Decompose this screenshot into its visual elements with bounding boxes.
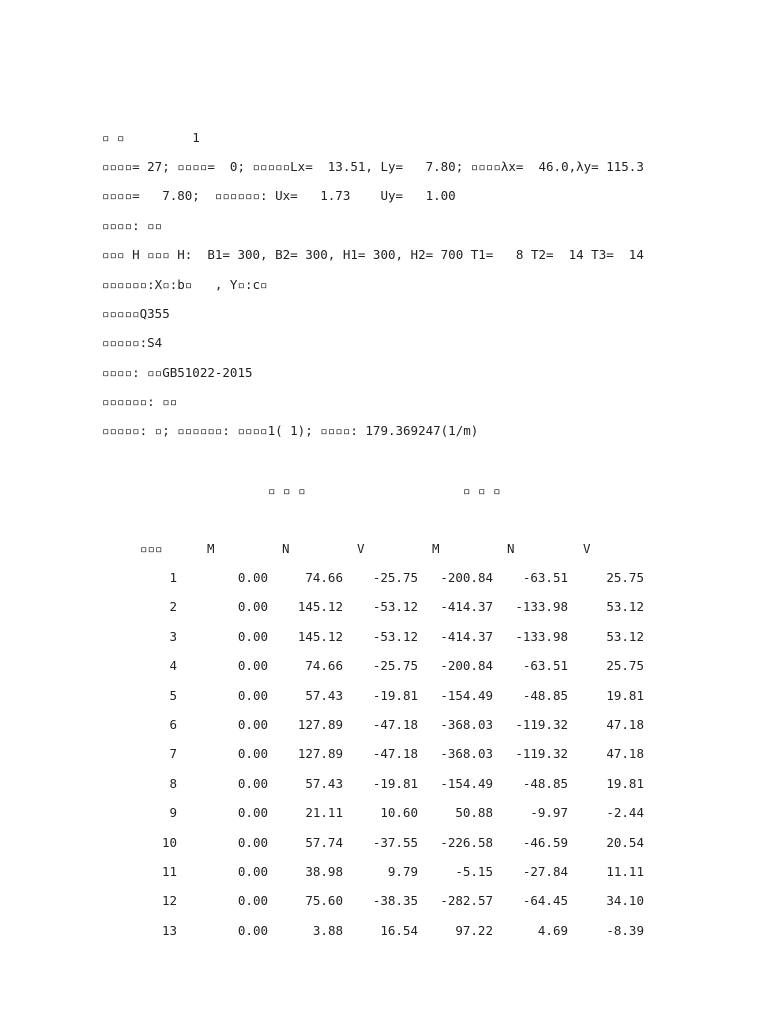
buckling-class-line: ▫▫▫▫▫▫:X▫:b▫ , Y▫:c▫	[102, 277, 268, 292]
cell-n-left-value: 57.43	[305, 775, 343, 791]
member-geometry-line: ▫▫▫▫= 27; ▫▫▫▫= 0; ▫▫▫▫▫Lx= 13.51, Ly= 7.80; ▫▫▫▫λx= 46.0,λy= 115.3	[102, 159, 644, 174]
cell-row-index: 11	[161, 864, 177, 879]
cell-m-right-value: -200.84	[440, 658, 493, 674]
cell-v-right-value: -8.39	[606, 922, 644, 938]
cell-row-index: 9	[169, 805, 177, 821]
cell-m-left-value: 0.00	[237, 922, 268, 938]
cell-v-left-value: -47.18	[372, 717, 418, 732]
cell-row-index: 8	[169, 775, 177, 791]
cell-v-right-value: 47.18	[606, 717, 644, 732]
load-combination-line: ▫▫▫▫▫: ▫; ▫▫▫▫▫▫: ▫▫▫▫1( 1); ▫▫▫▫: 179.369247(1/m)	[102, 423, 479, 438]
group-header-left: ▫ ▫ ▫	[268, 483, 306, 498]
cell-v-right-value: -2.44	[606, 805, 644, 821]
cell-m-left-value: 0.00	[237, 658, 268, 674]
section-class-line: ▫▫▫▫▫:S4	[102, 335, 163, 350]
cell-v-left-value: -25.75	[372, 658, 418, 674]
cell-n-left-value: 127.89	[297, 717, 343, 732]
cell-n-left-value: 38.98	[305, 864, 343, 879]
design-code-line: ▫▫▫▫: ▫▫GB51022-2015	[102, 365, 253, 380]
cell-row-index: 13	[161, 922, 177, 938]
cell-m-left-value: 0.00	[237, 746, 268, 762]
cell-row-index: 4	[169, 658, 177, 674]
cell-n-left-value: 3.88	[312, 922, 343, 938]
cell-m-left-value: 0.00	[237, 570, 268, 585]
cell-m-left-value: 0.00	[237, 834, 268, 850]
cell-v-left-value: -47.18	[372, 746, 418, 762]
cell-n-left-value: 57.43	[305, 687, 343, 703]
cell-v-left-value: 9.79	[387, 864, 418, 879]
column-header-n-right: N	[507, 541, 515, 556]
column-header-n-left: N	[282, 541, 290, 556]
cell-m-left-value: 0.00	[237, 599, 268, 615]
cell-row-index: 6	[169, 717, 177, 732]
cell-m-right-value: -154.49	[440, 687, 493, 703]
cell-n-right-value: -64.45	[522, 893, 568, 909]
column-header-m-left: M	[207, 541, 215, 556]
cell-row-index: 12	[161, 893, 177, 909]
cell-m-right-value: 50.88	[455, 805, 493, 821]
column-header-m-right: M	[432, 541, 440, 556]
cell-m-right-value: -414.37	[440, 628, 493, 644]
cell-row-index: 2	[169, 599, 177, 615]
cell-v-left-value: 10.60	[380, 805, 418, 821]
cell-m-right-value: -154.49	[440, 775, 493, 791]
cell-v-right-value: 25.75	[606, 570, 644, 585]
cell-n-right-value: -63.51	[522, 658, 568, 674]
cell-m-left-value: 0.00	[237, 864, 268, 879]
cell-v-left-value: -38.35	[372, 893, 418, 909]
cell-row-index: 1	[169, 570, 177, 585]
cell-n-left-value: 127.89	[297, 746, 343, 762]
cell-n-left-value: 145.12	[297, 599, 343, 615]
cell-n-right-value: -48.85	[522, 687, 568, 703]
cell-v-right-value: 25.75	[606, 658, 644, 674]
cell-m-right-value: -200.84	[440, 570, 493, 585]
member-type-line: ▫▫▫▫: ▫▫	[102, 218, 163, 233]
cell-m-left-value: 0.00	[237, 687, 268, 703]
cell-n-left-value: 57.74	[305, 834, 343, 850]
cell-v-right-value: 47.18	[606, 746, 644, 762]
cell-n-right-value: -48.85	[522, 775, 568, 791]
cell-n-right-value: -9.97	[530, 805, 568, 821]
cell-v-left-value: -25.75	[372, 570, 418, 585]
member-title-line: ▫ ▫ 1	[102, 130, 200, 145]
cell-v-left-value: -53.12	[372, 628, 418, 644]
cell-n-left-value: 145.12	[297, 628, 343, 644]
cell-m-right-value: 97.22	[455, 922, 493, 938]
cell-n-left-value: 21.11	[305, 805, 343, 821]
cell-n-left-value: 74.66	[305, 658, 343, 674]
column-header-index: ▫▫▫	[140, 541, 163, 556]
cell-m-right-value: -368.03	[440, 717, 493, 732]
cell-v-right-value: 19.81	[606, 775, 644, 791]
cell-m-left-value: 0.00	[237, 775, 268, 791]
cell-m-right-value: -282.57	[440, 893, 493, 909]
column-header-v-left: V	[357, 541, 365, 556]
cell-n-left-value: 74.66	[305, 570, 343, 585]
cell-v-left-value: -19.81	[372, 775, 418, 791]
cell-row-index: 5	[169, 687, 177, 703]
cell-n-right-value: -133.98	[515, 599, 568, 615]
cell-v-left-value: -53.12	[372, 599, 418, 615]
cell-v-left-value: -19.81	[372, 687, 418, 703]
group-header-right: ▫ ▫ ▫	[463, 483, 501, 498]
cell-m-left-value: 0.00	[237, 893, 268, 909]
cell-n-right-value: -119.32	[515, 717, 568, 732]
seismic-line: ▫▫▫▫▫▫: ▫▫	[102, 394, 178, 409]
cell-v-right-value: 20.54	[606, 834, 644, 850]
cell-n-right-value: 4.69	[537, 922, 568, 938]
cell-v-left-value: 16.54	[380, 922, 418, 938]
cell-n-right-value: -119.32	[515, 746, 568, 762]
cell-m-left-value: 0.00	[237, 717, 268, 732]
cell-v-right-value: 34.10	[606, 893, 644, 909]
column-header-v-right: V	[583, 541, 591, 556]
cell-v-right-value: 11.11	[606, 864, 644, 879]
cell-n-right-value: -133.98	[515, 628, 568, 644]
cell-row-index: 3	[169, 628, 177, 644]
cell-row-index: 10	[161, 834, 177, 850]
cell-v-right-value: 19.81	[606, 687, 644, 703]
cell-n-right-value: -63.51	[522, 570, 568, 585]
cell-m-right-value: -414.37	[440, 599, 493, 615]
cell-n-right-value: -27.84	[522, 864, 568, 879]
cell-row-index: 7	[169, 746, 177, 762]
cell-m-left-value: 0.00	[237, 805, 268, 821]
cell-m-right-value: -368.03	[440, 746, 493, 762]
cell-v-right-value: 53.12	[606, 628, 644, 644]
cell-m-right-value: -226.58	[440, 834, 493, 850]
cell-m-left-value: 0.00	[237, 628, 268, 644]
cell-n-left-value: 75.60	[305, 893, 343, 909]
cell-v-right-value: 53.12	[606, 599, 644, 615]
cell-v-left-value: -37.55	[372, 834, 418, 850]
steel-grade-line: ▫▫▫▫▫Q355	[102, 306, 170, 321]
cell-m-right-value: -5.15	[455, 864, 493, 879]
cell-n-right-value: -46.59	[522, 834, 568, 850]
member-length-factor-line: ▫▫▫▫= 7.80; ▫▫▫▫▫▫: Ux= 1.73 Uy= 1.00	[102, 188, 456, 203]
section-dimensions-line: ▫▫▫ H ▫▫▫ H: B1= 300, B2= 300, H1= 300, H2= 700 T1= 8 T2= 14 T3= 14	[102, 247, 644, 262]
